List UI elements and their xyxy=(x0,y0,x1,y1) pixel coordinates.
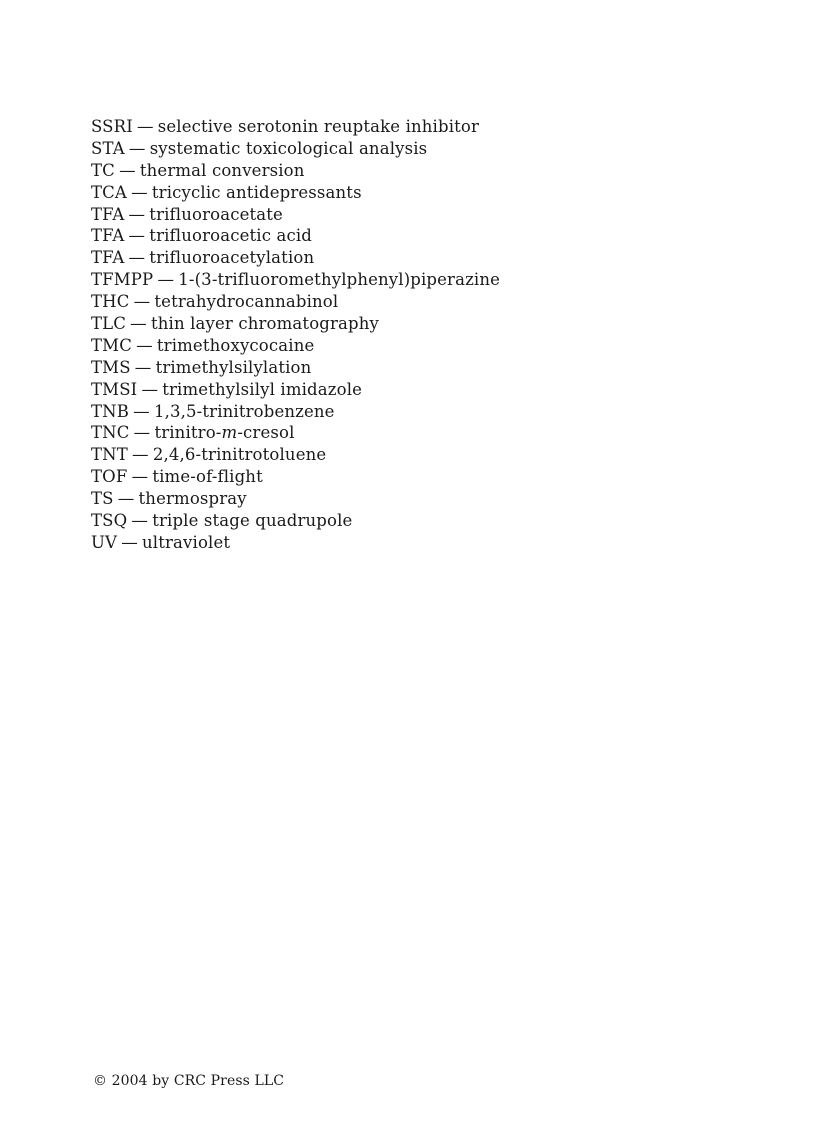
abbreviation-term: TNC xyxy=(91,423,130,443)
separator: — xyxy=(136,117,154,136)
abbreviation-definition: thermal conversion xyxy=(139,160,305,180)
separator: — xyxy=(121,532,138,552)
abbreviation-term: TFA xyxy=(91,226,125,246)
abbreviation-term: TNT xyxy=(91,445,128,465)
list-item xyxy=(91,532,500,554)
abbreviation-definition: tricyclic antidepressants xyxy=(151,182,362,202)
separator: — xyxy=(119,160,136,180)
abbreviation-term: TNB xyxy=(91,401,130,421)
list-item xyxy=(91,422,500,444)
list-item xyxy=(91,510,500,532)
definition-prefix: trinitro- xyxy=(154,423,222,443)
abbreviation-term: TMSI xyxy=(91,379,138,399)
separator: — xyxy=(128,226,146,246)
separator: — xyxy=(128,138,146,158)
abbreviation-definition: 1-(3-trifluoromethylphenyl)piperazine xyxy=(178,270,501,290)
abbreviation-term: TS xyxy=(91,489,114,509)
abbreviation-definition: ultraviolet xyxy=(142,532,231,552)
separator: — xyxy=(141,379,159,399)
abbreviation-definition: trifluoroacetylation xyxy=(149,248,315,268)
separator: — xyxy=(134,357,152,377)
separator: — xyxy=(117,489,135,509)
list-item xyxy=(91,138,500,160)
abbreviation-definition: triple stage quadrupole xyxy=(152,511,353,531)
abbreviation-term: TFMPP xyxy=(91,270,154,290)
abbreviation-term: TSQ xyxy=(91,511,128,531)
abbreviation-definition: tetrahydrocannabinol xyxy=(154,292,339,312)
abbreviation-definition: thin layer chromatography xyxy=(150,314,379,334)
list-item xyxy=(91,225,500,247)
list-item xyxy=(91,247,500,269)
list-item xyxy=(91,379,500,401)
separator: — xyxy=(133,423,151,443)
list-item xyxy=(91,269,500,291)
abbreviation-definition xyxy=(154,423,294,442)
abbreviation-term: TFA xyxy=(91,248,125,268)
list-item xyxy=(91,444,500,466)
list-item xyxy=(91,466,500,488)
abbreviation-term: TC xyxy=(91,160,115,180)
separator: — xyxy=(131,467,149,487)
abbreviation-definition: trimethylsilylation xyxy=(155,357,312,377)
list-item xyxy=(91,488,500,510)
abbreviation-definition: trifluoroacetic acid xyxy=(149,226,313,246)
abbreviation-term: TMC xyxy=(91,335,132,355)
abbreviation-definition: trimethylsilyl imidazole xyxy=(162,379,363,399)
separator: — xyxy=(157,270,175,290)
separator: — xyxy=(130,314,147,334)
abbreviation-definition: systematic toxicological analysis xyxy=(149,138,428,158)
abbreviation-definition: trimethoxycocaine xyxy=(156,335,315,355)
abbreviation-list xyxy=(91,116,500,554)
list-item xyxy=(91,160,500,182)
abbreviation-definition: trifluoroacetate xyxy=(149,204,283,224)
abbreviation-term: TCA xyxy=(91,182,127,202)
separator: — xyxy=(133,401,150,421)
abbreviation-definition: 1,3,5-trinitrobenzene xyxy=(153,401,335,421)
abbreviation-definition: selective serotonin reuptake inhibitor xyxy=(157,117,480,136)
list-item xyxy=(91,335,500,357)
separator: — xyxy=(131,511,149,531)
list-item xyxy=(91,401,500,423)
list-item xyxy=(91,116,500,138)
separator: — xyxy=(128,204,146,224)
separator: — xyxy=(128,248,146,268)
abbreviation-term: SSRI xyxy=(91,117,133,136)
list-item xyxy=(91,291,500,313)
abbreviation-term: TMS xyxy=(91,357,131,377)
definition-suffix: -cresol xyxy=(237,423,295,443)
list-item xyxy=(91,313,500,335)
abbreviation-definition: thermospray xyxy=(138,489,247,509)
abbreviation-term: TFA xyxy=(91,204,125,224)
abbreviation-definition: 2,4,6-trinitrotoluene xyxy=(152,445,327,465)
abbreviation-term: UV xyxy=(91,532,118,552)
separator: — xyxy=(133,292,151,312)
copyright-footer: © 2004 by CRC Press LLC xyxy=(93,1073,285,1089)
definition-italic: m xyxy=(221,423,238,443)
list-item xyxy=(91,204,500,226)
abbreviation-term: TLC xyxy=(91,314,127,334)
list-item xyxy=(91,182,500,204)
abbreviation-term: THC xyxy=(91,292,130,312)
abbreviation-definition: time-of-flight xyxy=(152,467,263,487)
abbreviation-term: STA xyxy=(91,138,125,158)
separator: — xyxy=(136,335,153,355)
list-item xyxy=(91,357,500,379)
separator: — xyxy=(132,445,149,465)
abbreviation-term: TOF xyxy=(91,467,128,487)
separator: — xyxy=(131,182,148,202)
